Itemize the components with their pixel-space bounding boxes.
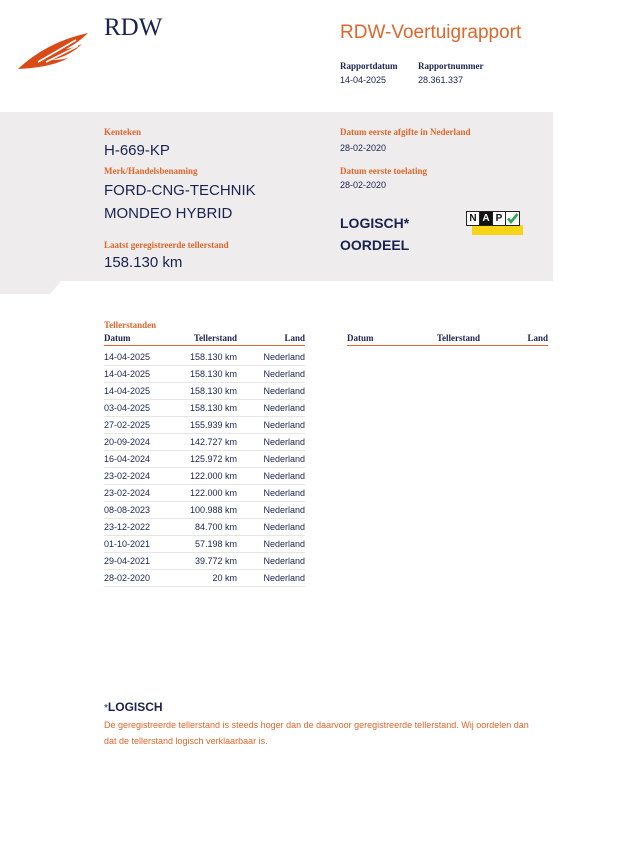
report-date-label: Rapportdatum [340, 61, 398, 71]
first-issue-value: 28-02-2020 [340, 143, 387, 153]
nap-yellow-bar [472, 225, 523, 235]
vehicle-info-band [0, 112, 553, 281]
plate-value: H-669-KP [104, 142, 170, 159]
row-odometer: 122.000 km [189, 471, 237, 481]
row-odometer: 158.130 km [189, 352, 237, 362]
row-country: Nederland [263, 369, 305, 379]
check-icon [505, 211, 520, 226]
rdw-logo-icon [16, 30, 92, 72]
row-odometer: 142.727 km [189, 437, 237, 447]
table-row [104, 382, 305, 400]
table-row [104, 450, 305, 468]
row-date: 16-04-2024 [104, 454, 151, 464]
row-date: 20-09-2024 [104, 437, 151, 447]
table-row [104, 501, 305, 519]
row-country: Nederland [263, 488, 305, 498]
report-title: RDW-Voertuigrapport [340, 22, 522, 43]
nap-letter-a: A [479, 211, 493, 226]
report-date: 14-04-2025 [340, 75, 387, 85]
odometer-label: Laatst geregistreerde tellerstand [104, 240, 229, 250]
row-odometer: 158.130 km [189, 369, 237, 379]
first-admission-label: Datum eerste toelating [340, 166, 427, 176]
nap-badge [466, 211, 523, 235]
row-date: 14-04-2025 [104, 369, 151, 379]
verdict-line1: LOGISCH* [340, 215, 410, 231]
row-odometer: 125.972 km [189, 454, 237, 464]
report-number: 28.361.337 [418, 75, 464, 85]
band-tab-shape [0, 280, 62, 294]
footnote-text-line2: dat de tellerstand logisch verklaarbaar is. [104, 736, 268, 746]
first-admission-value: 28-02-2020 [340, 180, 387, 190]
row-date: 27-02-2025 [104, 420, 151, 430]
table-row [104, 569, 305, 587]
table-row [104, 433, 305, 451]
row-country: Nederland [263, 573, 305, 583]
brand-label: Merk/Handelsbenaming [104, 166, 198, 176]
table-row [104, 348, 305, 366]
col-country-header-right: Land [527, 333, 548, 343]
row-country: Nederland [263, 420, 305, 430]
row-odometer: 158.130 km [189, 403, 237, 413]
row-date: 08-08-2023 [104, 505, 151, 515]
footnote-heading [104, 700, 163, 714]
table-row [104, 518, 305, 536]
table-row [104, 535, 305, 553]
footnote-asterisk: * [104, 703, 108, 714]
footnote-title: LOGISCH [107, 700, 163, 714]
row-odometer: 84.700 km [194, 522, 237, 532]
report-number-label: Rapportnummer [418, 61, 484, 71]
nap-letter-n: N [466, 211, 480, 226]
row-country: Nederland [263, 403, 305, 413]
row-odometer: 122.000 km [189, 488, 237, 498]
odometer-value: 158.130 km [104, 254, 183, 271]
row-date: 29-04-2021 [104, 556, 151, 566]
brand-line1: FORD-CNG-TECHNIK [104, 182, 256, 199]
table-row [104, 416, 305, 434]
row-country: Nederland [263, 539, 305, 549]
col-country-header: Land [284, 333, 305, 343]
row-date: 23-02-2024 [104, 488, 151, 498]
row-date: 14-04-2025 [104, 352, 151, 362]
nap-letter-p: P [492, 211, 506, 226]
row-country: Nederland [263, 471, 305, 481]
row-date: 01-10-2021 [104, 539, 151, 549]
table-row [104, 365, 305, 383]
readings-table-left-header [104, 333, 305, 346]
row-date: 28-02-2020 [104, 573, 151, 583]
row-country: Nederland [263, 556, 305, 566]
row-date: 03-04-2025 [104, 403, 151, 413]
row-odometer: 20 km [212, 573, 237, 583]
table-row [104, 467, 305, 485]
plate-label: Kenteken [104, 127, 141, 137]
col-odo-header-right: Tellerstand [436, 333, 480, 343]
readings-table-right-header [347, 333, 548, 346]
table-row [104, 552, 305, 570]
first-issue-label: Datum eerste afgifte in Nederland [340, 127, 471, 137]
col-odo-header: Tellerstand [193, 333, 237, 343]
row-odometer: 158.130 km [189, 386, 237, 396]
readings-title: Tellerstanden [104, 320, 157, 330]
row-country: Nederland [263, 437, 305, 447]
logo-text: RDW [104, 14, 163, 41]
brand-line2: MONDEO HYBRID [104, 205, 233, 222]
row-odometer: 57.198 km [194, 539, 237, 549]
col-date-header-right: Datum [347, 333, 374, 343]
row-odometer: 39.772 km [194, 556, 237, 566]
row-country: Nederland [263, 522, 305, 532]
row-date: 14-04-2025 [104, 386, 151, 396]
row-country: Nederland [263, 352, 305, 362]
table-row [104, 399, 305, 417]
row-country: Nederland [263, 454, 305, 464]
row-country: Nederland [263, 505, 305, 515]
row-odometer: 155.939 km [189, 420, 237, 430]
col-date-header: Datum [104, 333, 131, 343]
row-odometer: 100.988 km [189, 505, 237, 515]
row-date: 23-02-2024 [104, 471, 151, 481]
verdict-line2: OORDEEL [340, 237, 410, 253]
footnote-text-line1: De geregistreerde tellerstand is steeds hoger dan de daarvoor geregistreerde tellerstand. Wij oordelen dan [104, 720, 529, 730]
table-row [104, 484, 305, 502]
row-date: 23-12-2022 [104, 522, 151, 532]
row-country: Nederland [263, 386, 305, 396]
